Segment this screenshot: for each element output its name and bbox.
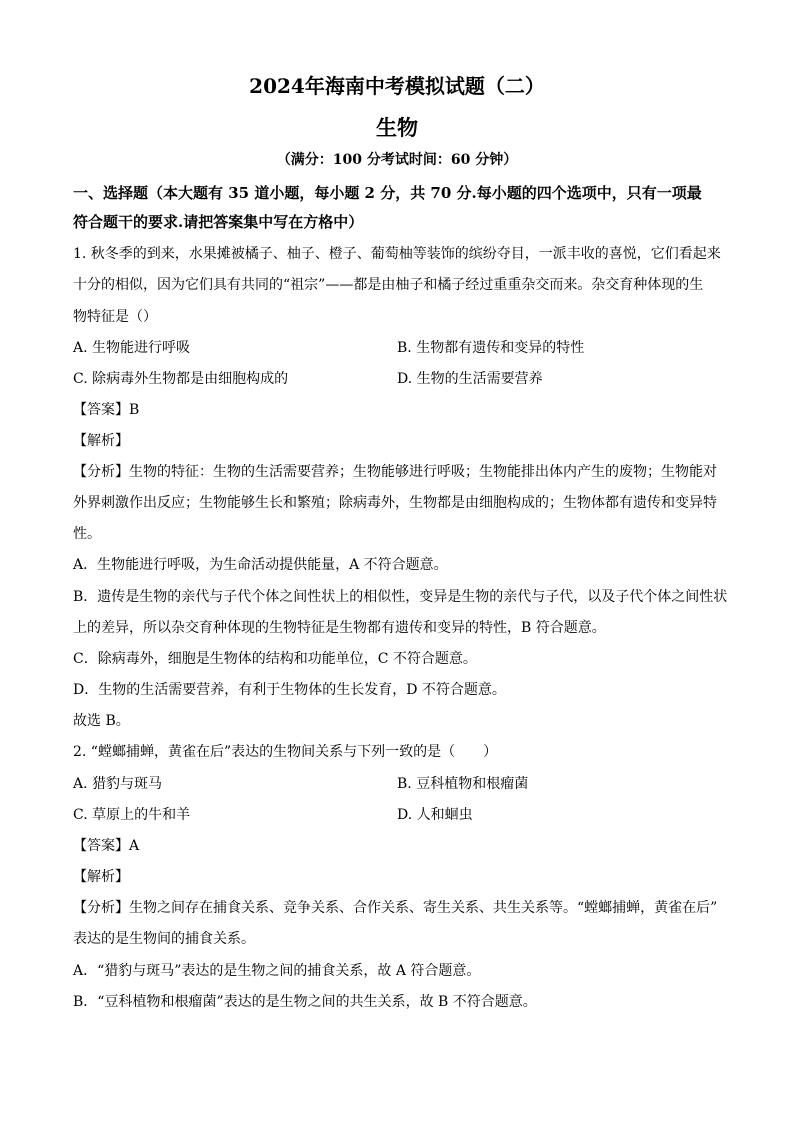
q1-stem-line2: 十分的相似，因为它们具有共同的“祖宗”——都是由柚子和橘子经过重重杂交而来。杂交育种体现的生 xyxy=(73,277,704,293)
q2-analysis-label: 【解析】 xyxy=(73,869,129,885)
q1-analysis-c: C．除病毒外，细胞是生物体的结构和功能单位，C 不符合题意。 xyxy=(73,651,477,667)
exam-info: （满分：100 分考试时间：60 分钟） xyxy=(276,152,518,168)
q1-option-c: C. 除病毒外生物都是由细胞构成的 xyxy=(73,371,289,387)
q1-conclusion: 故选 B。 xyxy=(73,713,130,729)
q2-explanation-line2: 表达的是生物间的捕食关系。 xyxy=(73,931,255,947)
q1-option-a: A. 生物能进行呼吸 xyxy=(73,340,191,356)
q2-option-a: A. 猎豹与斑马 xyxy=(73,776,163,792)
section-heading-line2: 符合题干的要求.请把答案集中写在方格中） xyxy=(73,213,364,231)
q2-analysis-a: A．“猎豹与斑马”表达的是生物之间的捕食关系，故 A 符合题意。 xyxy=(73,963,481,979)
q2-stem: 2. “螳螂捕蝉，黄雀在后”表达的生物间关系与下列一致的是（ ） xyxy=(73,744,498,760)
q1-explanation-line2: 外界刺激作出反应；生物能够生长和繁殖；除病毒外，生物都是由细胞构成的；生物体都有遗传和变异特 xyxy=(73,495,717,511)
q1-stem-line1: 1. 秋冬季的到来，水果摊被橘子、柚子、橙子、葡萄柚等装饰的缤纷夺目，一派丰收的喜悦，它们看起来 xyxy=(73,246,721,262)
q1-answer: 【答案】B xyxy=(73,402,140,418)
q1-stem-line3: 物特征是（） xyxy=(73,309,157,325)
subject-title: 生物 xyxy=(376,115,418,140)
q1-option-d: D. 生物的生活需要营养 xyxy=(397,371,543,387)
q1-analysis-label: 【解析】 xyxy=(73,433,129,449)
q2-analysis-b: B．“豆科植物和根瘤菌”表达的是生物之间的共生关系，故 B 不符合题意。 xyxy=(73,994,537,1010)
q1-explanation-line1: 【分析】生物的特征：生物的生活需要营养；生物能够进行呼吸；生物能排出体内产生的废物；生物能对 xyxy=(73,464,717,480)
q1-analysis-d: D．生物的生活需要营养，有利于生物体的生长发育，D 不符合题意。 xyxy=(73,682,506,698)
q2-option-c: C. 草原上的牛和羊 xyxy=(73,807,191,823)
q1-analysis-b-line1: B．遗传是生物的亲代与子代个体之间性状上的相似性，变异是生物的亲代与子代，以及子代个体之间性状 xyxy=(73,589,728,605)
q1-analysis-a: A．生物能进行呼吸，为生命活动提供能量，A 不符合题意。 xyxy=(73,557,448,573)
exam-title: 2024年海南中考模拟试题（二） xyxy=(249,74,545,98)
q2-answer: 【答案】A xyxy=(73,838,140,854)
q1-analysis-b-line2: 上的差异，所以杂交育种体现的生物特征是生物都有遗传和变异的特性，B 符合题意。 xyxy=(73,620,606,636)
q1-option-b: B. 生物都有遗传和变异的特性 xyxy=(397,340,585,356)
q2-option-b: B. 豆科植物和根瘤菌 xyxy=(397,776,529,792)
section-heading-line1: 一、选择题（本大题有 35 道小题，每小题 2 分，共 70 分.每小题的四个选项中，只有一项最 xyxy=(73,184,702,202)
q2-option-d: D. 人和蛔虫 xyxy=(397,807,473,823)
q2-explanation-line1: 【分析】生物之间存在捕食关系、竞争关系、合作关系、寄生关系、共生关系等。“螳螂捕蝉，黄雀在后” xyxy=(73,900,718,916)
q1-explanation-line3: 性。 xyxy=(73,526,101,542)
